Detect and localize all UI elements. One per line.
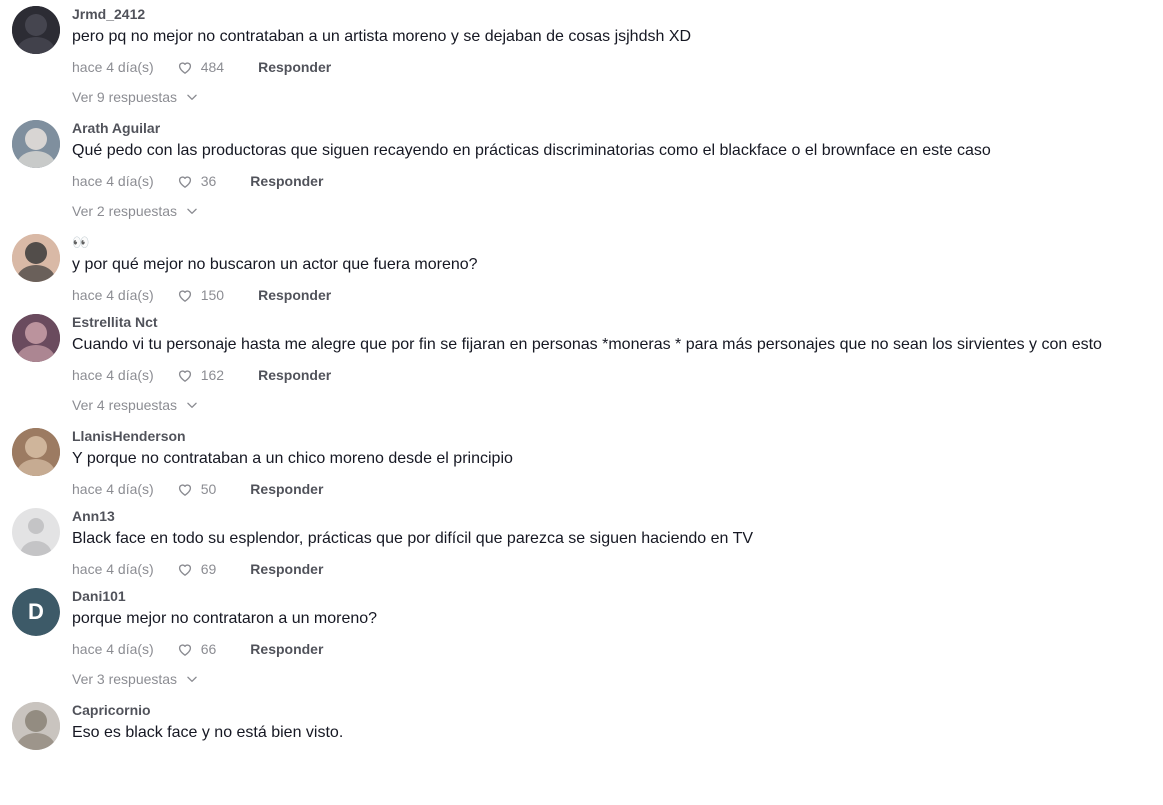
comment-timestamp: hace 4 día(s): [72, 367, 154, 383]
like-button[interactable]: [176, 559, 217, 579]
comment-text: Cuando vi tu personaje hasta me alegre que por fin se fijaran en personas *moneras * para más personajes que no sean los sirvientes y con esto: [72, 336, 1102, 353]
chevron-down-icon[interactable]: [185, 204, 199, 218]
avatar-wrap[interactable]: [12, 502, 60, 556]
avatar-wrap[interactable]: [12, 308, 60, 362]
comment-body: [72, 114, 1147, 194]
comment-text: Qué pedo con las productoras que siguen recayendo en prácticas discriminatorias como el blackface o el brownface en este caso: [72, 142, 991, 159]
comment-meta: [72, 636, 1147, 662]
avatar-wrap[interactable]: [12, 228, 60, 282]
reply-button[interactable]: Responder: [258, 59, 332, 75]
view-replies-button[interactable]: [0, 80, 1163, 114]
like-button[interactable]: [176, 171, 217, 191]
avatar-photo: [12, 428, 60, 476]
avatar-photo: [12, 234, 60, 282]
comment-username[interactable]: Jrmd_2412: [72, 6, 146, 22]
view-replies-button[interactable]: [0, 388, 1163, 422]
comment-meta: [72, 168, 1147, 194]
like-button[interactable]: [176, 57, 224, 77]
chevron-down-icon[interactable]: [185, 398, 199, 412]
avatar-wrap[interactable]: [12, 114, 60, 168]
like-button[interactable]: [176, 285, 224, 305]
comment-username[interactable]: Arath Aguilar: [72, 120, 161, 136]
avatar[interactable]: [12, 6, 60, 54]
view-replies-button[interactable]: [0, 194, 1163, 228]
avatar-wrap[interactable]: [12, 582, 60, 636]
comment-item[interactable]: [0, 696, 1163, 750]
avatar[interactable]: [12, 588, 60, 636]
heart-outline-icon[interactable]: [176, 366, 194, 384]
comment-timestamp: hace 4 día(s): [72, 59, 154, 75]
comment-username[interactable]: 👀: [72, 234, 90, 250]
comment-item[interactable]: [0, 502, 1163, 582]
like-button[interactable]: [176, 639, 217, 659]
reply-button[interactable]: Responder: [258, 287, 332, 303]
comment-body: [72, 696, 1147, 744]
avatar[interactable]: [12, 702, 60, 750]
view-replies-button[interactable]: [0, 662, 1163, 696]
comment-body: [72, 502, 1147, 582]
comment-timestamp: hace 4 día(s): [72, 481, 154, 497]
reply-button[interactable]: Responder: [250, 561, 324, 577]
comment-text: Y porque no contrataban a un chico moreno desde el principio: [72, 450, 513, 467]
avatar-photo: [12, 120, 60, 168]
comment-body: [72, 308, 1147, 388]
chevron-down-icon[interactable]: [185, 90, 199, 104]
comment-item[interactable]: [0, 422, 1163, 502]
comment-item[interactable]: [0, 308, 1163, 388]
avatar[interactable]: [12, 234, 60, 282]
view-replies-label: Ver 9 respuestas: [72, 89, 178, 105]
avatar[interactable]: [12, 314, 60, 362]
comment-timestamp: hace 4 día(s): [72, 287, 154, 303]
comment-meta: [72, 282, 1147, 308]
comment-item[interactable]: [0, 0, 1163, 80]
avatar-photo: [12, 702, 60, 750]
view-replies-label: Ver 4 respuestas: [72, 397, 178, 413]
like-button[interactable]: [176, 479, 217, 499]
comment-meta: [72, 54, 1147, 80]
comment-timestamp: hace 4 día(s): [72, 173, 154, 189]
comment-body: [72, 0, 1147, 80]
like-count: 69: [200, 561, 217, 577]
like-count: 484: [200, 59, 225, 75]
avatar-photo: [12, 314, 60, 362]
comment-item[interactable]: [0, 582, 1163, 662]
avatar[interactable]: [12, 428, 60, 476]
chevron-down-icon[interactable]: [185, 672, 199, 686]
avatar-wrap[interactable]: [12, 696, 60, 750]
reply-button[interactable]: Responder: [258, 367, 332, 383]
comment-username[interactable]: Capricornio: [72, 702, 151, 718]
heart-outline-icon[interactable]: [176, 640, 194, 658]
avatar-wrap[interactable]: [12, 422, 60, 476]
comment-username[interactable]: Dani101: [72, 588, 126, 604]
avatar-letter: D: [12, 588, 60, 636]
like-button[interactable]: [176, 365, 224, 385]
comment-username[interactable]: Ann13: [72, 508, 115, 524]
avatar-wrap[interactable]: [12, 0, 60, 54]
comment-text: Black face en todo su esplendor, prácticas que por difícil que parezca se siguen haciendo en TV: [72, 530, 754, 547]
comment-meta: [72, 362, 1147, 388]
comment-text: y por qué mejor no buscaron un actor que fuera moreno?: [72, 256, 478, 273]
heart-outline-icon[interactable]: [176, 172, 194, 190]
like-count: 36: [200, 173, 217, 189]
heart-outline-icon[interactable]: [176, 480, 194, 498]
comment-item[interactable]: [0, 228, 1163, 308]
reply-button[interactable]: Responder: [250, 173, 324, 189]
heart-outline-icon[interactable]: [176, 286, 194, 304]
comment-body: [72, 582, 1147, 662]
comment-meta: [72, 556, 1147, 582]
comment-body: [72, 422, 1147, 502]
like-count: 66: [200, 641, 217, 657]
comment-text: porque mejor no contrataron a un moreno?: [72, 610, 378, 627]
heart-outline-icon[interactable]: [176, 58, 194, 76]
comment-username[interactable]: LlanisHenderson: [72, 428, 186, 444]
default-user-icon: [12, 508, 60, 556]
view-replies-label: Ver 2 respuestas: [72, 203, 178, 219]
comment-text: Eso es black face y no está bien visto.: [72, 724, 344, 741]
avatar[interactable]: [12, 508, 60, 556]
avatar[interactable]: [12, 120, 60, 168]
like-count: 150: [200, 287, 225, 303]
comment-meta: [72, 476, 1147, 502]
reply-button[interactable]: Responder: [250, 641, 324, 657]
like-count: 162: [200, 367, 225, 383]
comment-timestamp: hace 4 día(s): [72, 561, 154, 577]
avatar-photo: [12, 6, 60, 54]
comment-timestamp: hace 4 día(s): [72, 641, 154, 657]
comment-body: [72, 228, 1147, 308]
view-replies-label: Ver 3 respuestas: [72, 671, 178, 687]
comment-text: pero pq no mejor no contrataban a un artista moreno y se dejaban de cosas jsjhdsh XD: [72, 28, 692, 45]
like-count: 50: [200, 481, 217, 497]
heart-outline-icon[interactable]: [176, 560, 194, 578]
comment-item[interactable]: [0, 114, 1163, 194]
comment-username[interactable]: Estrellita Nct: [72, 314, 158, 330]
reply-button[interactable]: Responder: [250, 481, 324, 497]
